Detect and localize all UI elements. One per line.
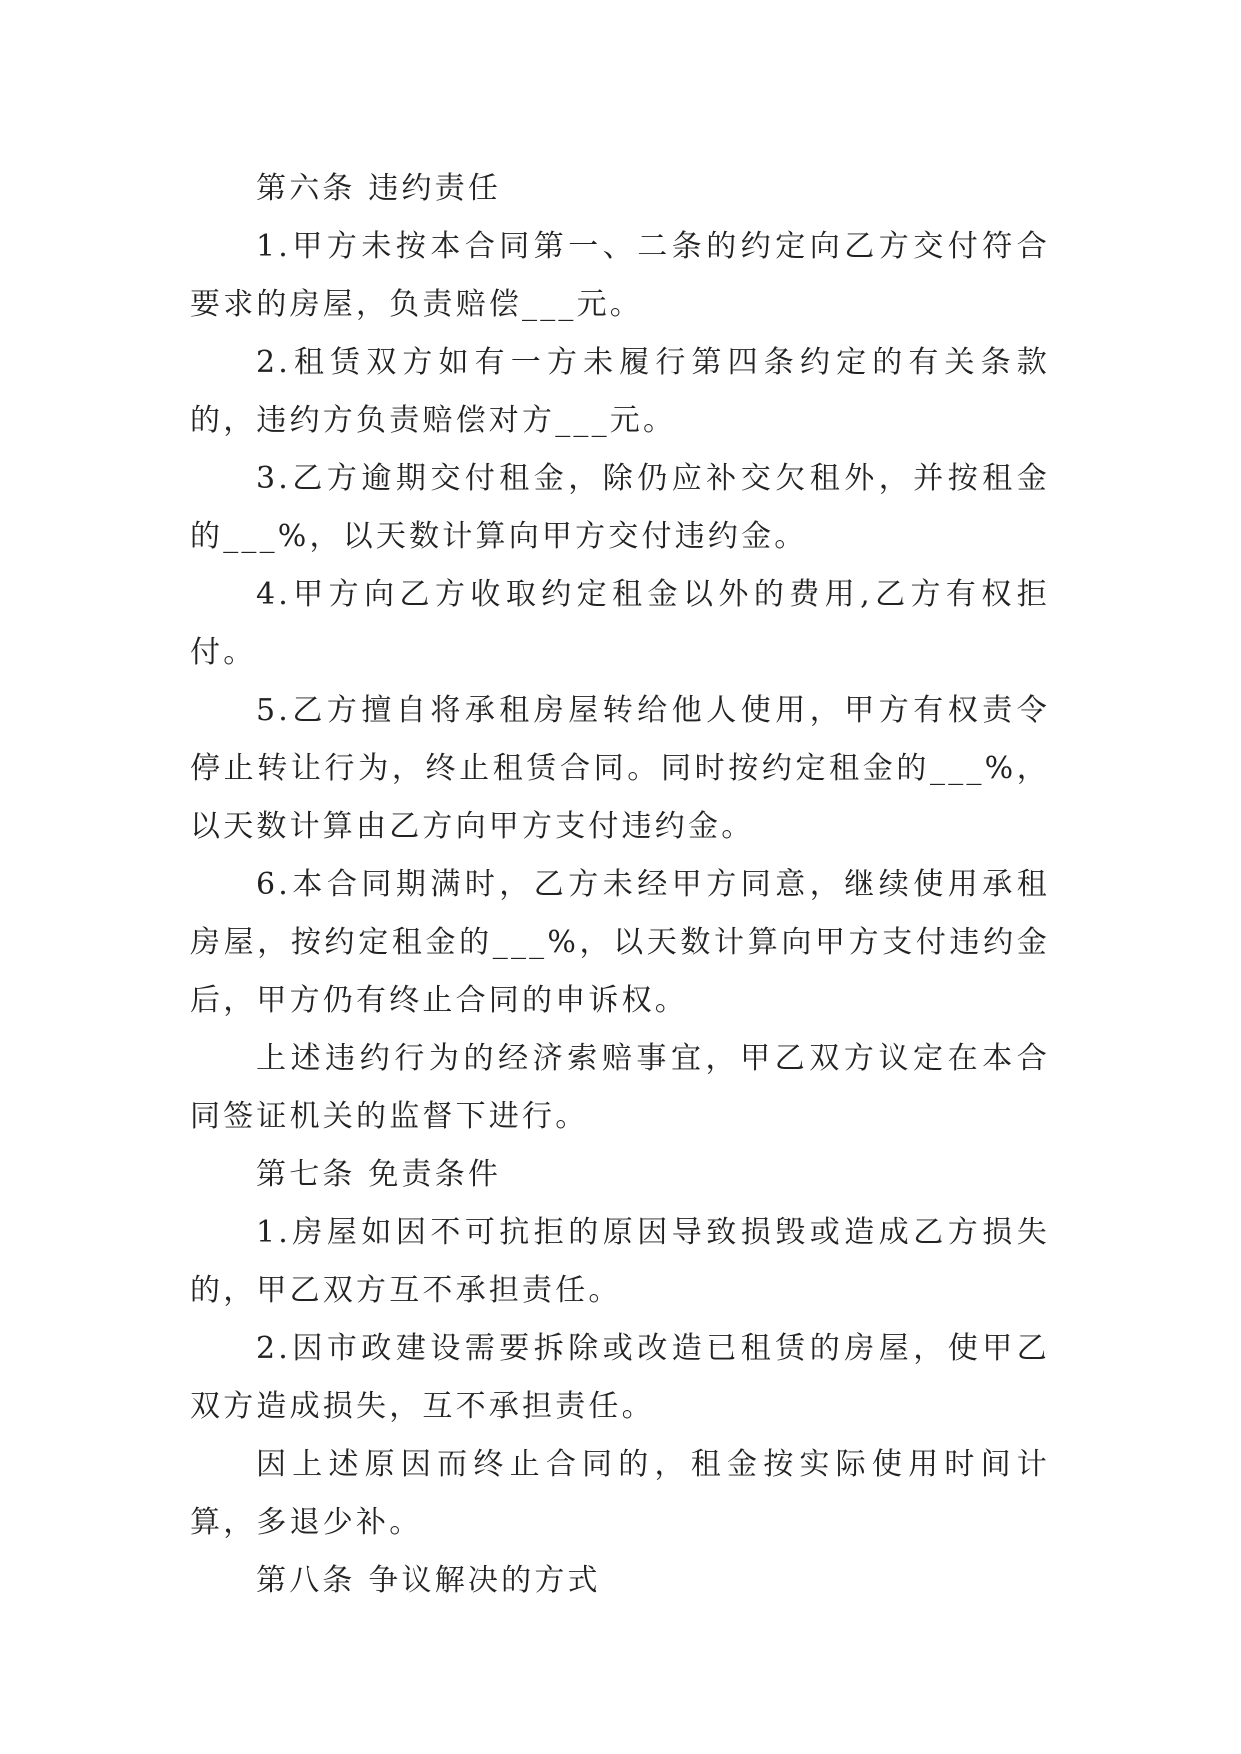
article-6-clause-2: 2.租赁双方如有一方未履行第四条约定的有关条款的，违约方负责赔偿对方___元。 [190,345,1050,438]
article-6-clause-1: 1.甲方未按本合同第一、二条的约定向乙方交付符合要求的房屋，负责赔偿___元。 [190,229,1050,322]
article-6-clause-6: 6.本合同期满时，乙方未经甲方同意，继续使用承租房屋，按约定租金的___%，以天数计算向甲方支付违约金后，甲方仍有终止合同的申诉权。 [190,867,1050,1018]
article-6-summary: 上述违约行为的经济索赔事宜，甲乙双方议定在本合同签证机关的监督下进行。 [190,1041,1050,1134]
article-6-heading: 第六条 违约责任 [256,171,502,206]
article-6-clause-3: 3.乙方逾期交付租金，除仍应补交欠租外，并按租金的___%，以天数计算向甲方交付违约金。 [190,461,1050,554]
article-7-summary: 因上述原因而终止合同的，租金按实际使用时间计算，多退少补。 [190,1447,1050,1540]
article-8-heading: 第八条 争议解决的方式 [256,1563,601,1598]
article-7-clause-1: 1.房屋如因不可抗拒的原因导致损毁或造成乙方损失的，甲乙双方互不承担责任。 [190,1215,1050,1308]
article-6-clause-4: 4.甲方向乙方收取约定租金以外的费用,乙方有权拒付。 [190,577,1050,670]
article-6-clause-5: 5.乙方擅自将承租房屋转给他人使用，甲方有权责令停止转让行为，终止租赁合同。同时按约定租金的___%，以天数计算由乙方向甲方支付违约金。 [190,693,1050,844]
document-page [190,160,1050,1610]
article-7-clause-2: 2.因市政建设需要拆除或改造已租赁的房屋，使甲乙双方造成损失，互不承担责任。 [190,1331,1050,1424]
article-7-heading: 第七条 免责条件 [256,1157,502,1192]
